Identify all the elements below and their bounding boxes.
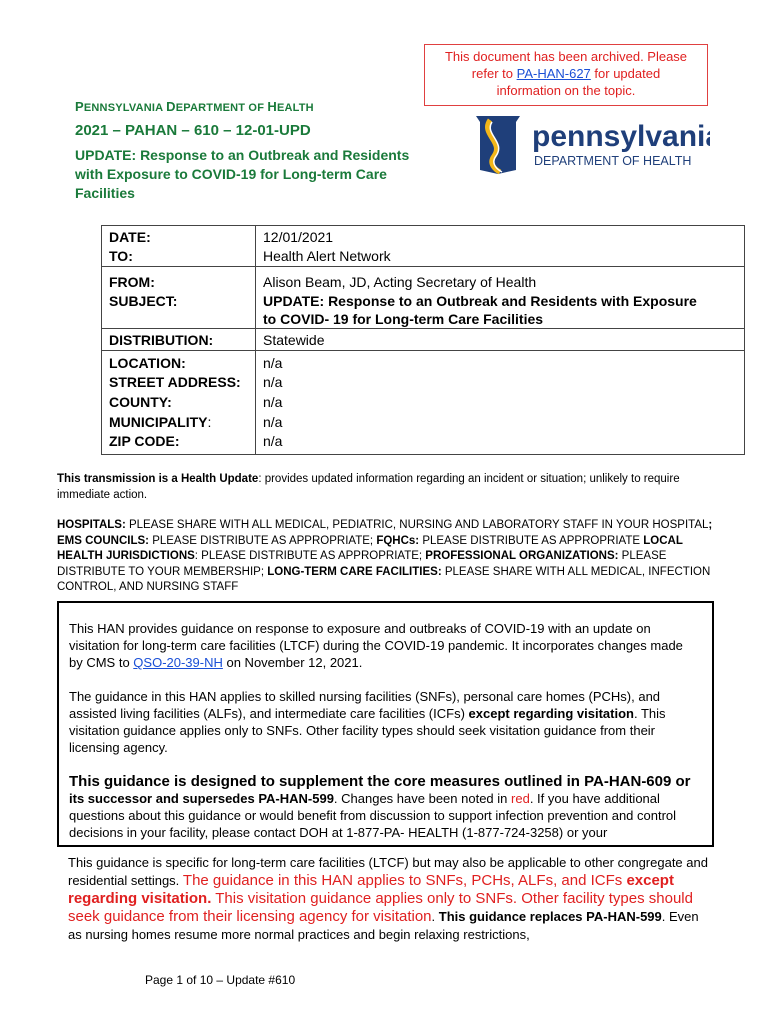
location-label: LOCATION: <box>109 355 186 371</box>
from-value: Alison Beam, JD, Acting Secretary of Health <box>263 274 537 290</box>
zip-value: n/a <box>263 433 283 449</box>
municipality-label: MUNICIPALITY: <box>109 414 212 430</box>
keystone-icon <box>470 112 710 176</box>
alert-metadata-table <box>101 225 745 455</box>
summary-paragraph-1: This HAN provides guidance on response to exposure and outbreaks of COVID-19 with an update on visitation for long-term care facilities (LTCF) during the COVID-19 pandemic. It incorporates changes made by CMS to QSO-20-39-NH on November 12, 2021. <box>69 621 683 670</box>
date-label: DATE: <box>109 229 151 245</box>
county-label: COUNTY: <box>109 394 172 410</box>
archive-line1: This document has been archived. Please <box>444 49 688 64</box>
archive-line2 <box>425 65 707 82</box>
location-value: n/a <box>263 355 283 371</box>
qso-link[interactable]: QSO-20-39-NH <box>133 655 223 670</box>
share-instructions: HOSPITALS: PLEASE SHARE WITH ALL MEDICAL, PEDIATRIC, NURSING AND LABORATORY STAFF IN YOUR HOSPITAL; EMS COUNCILS: PLEASE DISTRIBUTE AS APPROPRIATE; FQHCs: PLEASE DISTRIBUTE AS APPROPRIATE LOCAL HEALTH JURISDICTIONS: PLEASE DISTRIBUTE AS APPROPRIATE; PROFESSIONAL ORGANIZATIONS: PLEASE DISTRIBUTE TO YOUR MEMBERSHIP; LONG-TERM CARE FACILITIES: PLEASE SHARE WITH ALL MEDICAL, INFECTION CONTROL, AND NURSING STAFF <box>57 519 713 593</box>
summary-box <box>57 601 714 847</box>
guidance-paragraph: This guidance is specific for long-term care facilities (LTCF) but may also be applicable to other congregate and residential settings. The guidance in this HAN applies to SNFs, PCHs, ALFs, and ICFs except regarding visitation. This visitation guidance applies only to SNFs. Other facility types should seek guidance from their licensing agency for visitation. This guidance replaces PA-HAN-599. Even as nursing homes resume more normal practices and begin relaxing restrictions, <box>68 855 708 942</box>
distribution-label: DISTRIBUTION: <box>109 332 214 348</box>
distribution-value: Statewide <box>263 332 325 348</box>
municipality-value: n/a <box>263 414 283 430</box>
pa-health-logo <box>470 112 710 176</box>
to-label: TO: <box>109 248 133 264</box>
zip-label: ZIP CODE: <box>109 433 180 449</box>
logo-sub: DEPARTMENT OF HEALTH <box>534 154 692 168</box>
county-value: n/a <box>263 394 283 410</box>
archive-link[interactable]: PA-HAN-627 <box>516 66 591 81</box>
summary-paragraph-3: This guidance is designed to supplement the core measures outlined in PA-HAN-609 or its successor and supersedes PA-HAN-599. Changes have been noted in red. If you have additional questions about this guidance or would benefit from discussion to support infection prevention and control decisions in your facility, please contact DOH at 1-877-PA- HEALTH (1-877-724-3258) or your <box>69 773 691 840</box>
to-value: Health Alert Network <box>263 248 391 264</box>
han-title: UPDATE: Response to an Outbreak and Residents with Exposure to COVID-19 for Long-term Care Facilities <box>75 147 410 201</box>
subject-label: SUBJECT: <box>109 293 178 309</box>
transmission-note: This transmission is a Health Update: provides updated information regarding an incident or situation; unlikely to require immediate action. <box>57 473 680 501</box>
archive-notice <box>424 44 708 106</box>
page-footer: Page 1 of 10 – Update #610 <box>145 973 296 987</box>
street-value: n/a <box>263 374 283 390</box>
date-value: 12/01/2021 <box>263 229 334 245</box>
han-number: 2021 – PAHAN – 610 – 12-01-UPD <box>75 122 311 139</box>
archive-post: for updated <box>594 66 661 81</box>
subject-line1: UPDATE: Response to an Outbreak and Residents with Exposure <box>263 293 697 309</box>
archive-line3: information on the topic. <box>496 83 636 98</box>
archive-pre: refer to <box>471 66 513 81</box>
summary-paragraph-2: The guidance in this HAN applies to skilled nursing facilities (SNFs), personal care homes (PCHs), and assisted living facilities (ALFs), and intermediate care facilities (ICFs) except regarding visitation. This visitation guidance applies only to SNFs. Other facility types should seek visitation guidance from their licensing agency. <box>69 689 666 755</box>
department-name: PENNSYLVANIA DEPARTMENT OF HEALTH <box>75 99 314 114</box>
from-label: FROM: <box>109 274 155 290</box>
street-label: STREET ADDRESS: <box>109 374 241 390</box>
logo-name: pennsylvania <box>532 120 710 153</box>
subject-line2: to COVID- 19 for Long-term Care Facilities <box>263 311 544 327</box>
